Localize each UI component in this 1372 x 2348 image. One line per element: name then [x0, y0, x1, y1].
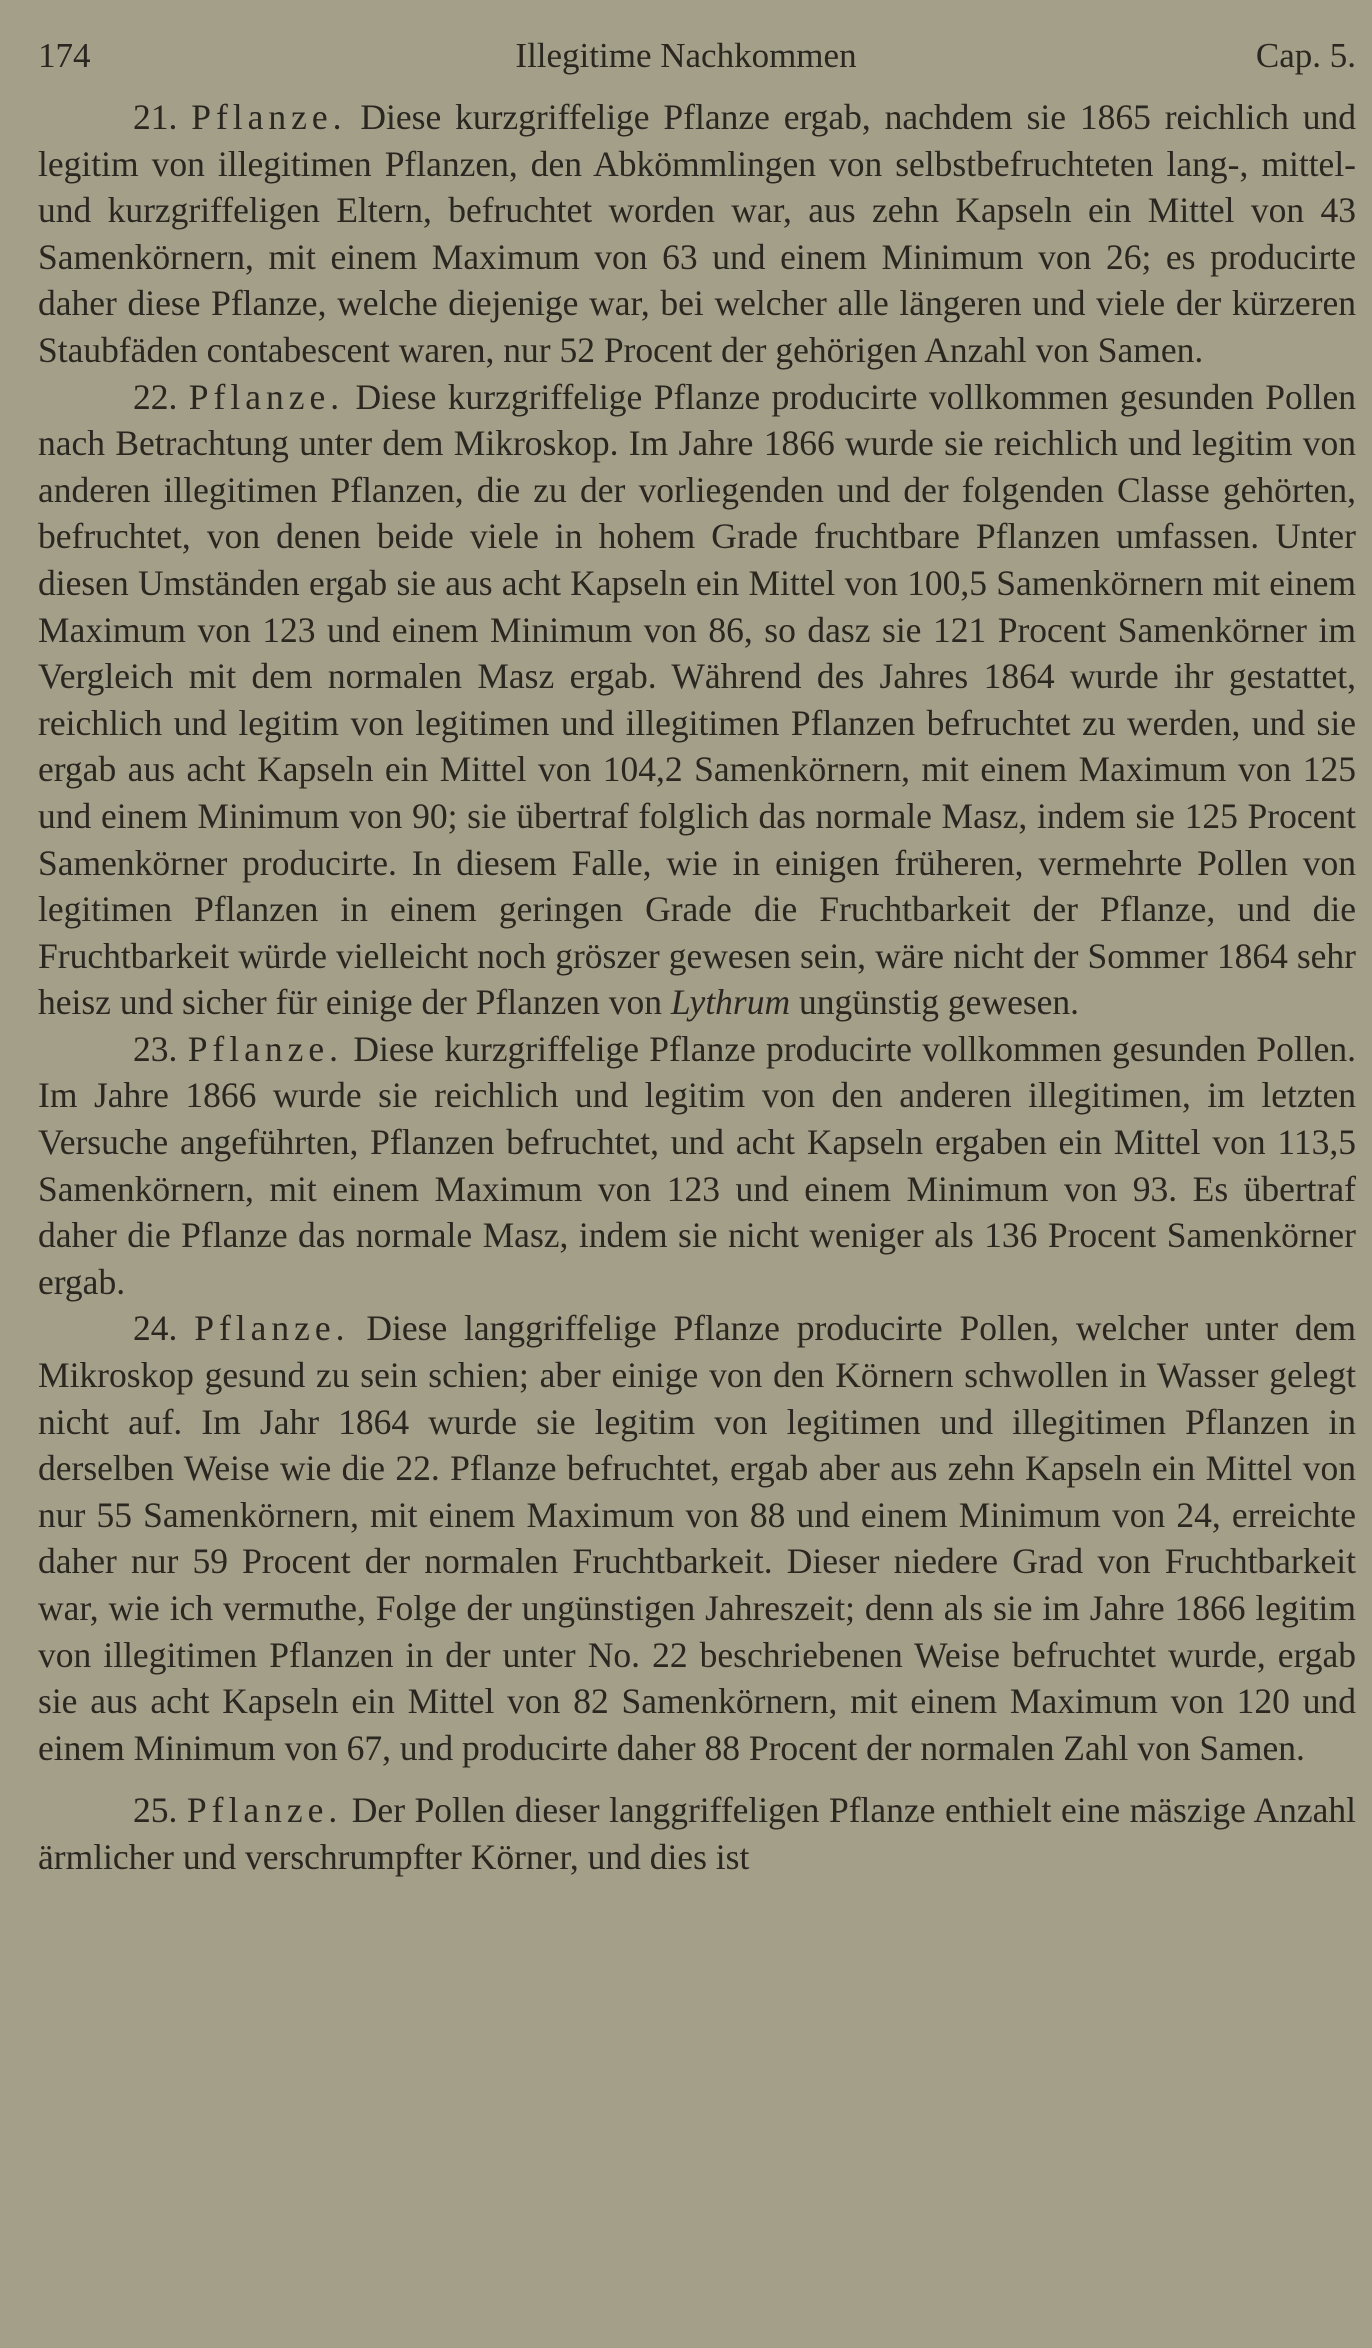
- paragraph-text: Diese langgriffelige Pflanze producirte Pollen, welcher unter dem Mikroskop gesund zu sein schien; aber einige von den Körnern schwollen in Wasser gelegt nicht auf. Im Jahr 1864 wurde sie legitim von legitimen und illegitimen Pflanzen in derselben Weise wie die 22. Pflanze befruchtet, ergab aber aus zehn Kapseln ein Mittel von nur 55 Samenkörnern, mit einem Maximum von 88 und einem Minimum von 24, erreichte daher nur 59 Procent der normalen Fruchtbarkeit. Dieser niedere Grad von Fruchtbarkeit war, wie ich vermuthe, Folge der ungünstigen Jahreszeit; denn als sie im Jahre 1866 legitim von illegitimen Pflanzen in der unter No. 22 beschriebenen Weise befruchtet wurde, ergab sie aus acht Kapseln ein Mittel von 82 Samenkörnern, mit einem Maximum von 120 und einem Minimum von 67, und producirte daher 88 Procent der normalen Zahl von Samen.: [38, 1308, 1356, 1768]
- paragraph-text: Diese kurzgriffelige Pflanze producirte vollkommen gesunden Pollen. Im Jahre 1866 wurde sie reichlich und legitim von den anderen illegitimen, im letzten Versuche angeführten, Pflanzen befruchtet, und acht Kapseln ergaben ein Mittel von 113,5 Samenkörnern, mit einem Maximum von 123 und einem Minimum von 93. Es übertraf daher die Pflanze das normale Masz, indem sie nicht weniger als 136 Procent Samenkörner ergab.: [38, 1028, 1356, 1302]
- paragraph-label: Pflanze.: [191, 97, 347, 137]
- running-header: [38, 30, 1356, 82]
- paragraph-number: 23.: [133, 1028, 178, 1069]
- paragraph-label: Pflanze.: [188, 376, 345, 417]
- chapter-label: Cap. 5.: [1255, 36, 1356, 75]
- paragraph-plant-25: [38, 1787, 1356, 1880]
- paragraph-number: 24.: [133, 1308, 178, 1349]
- paragraph-label: Pflanze.: [186, 1790, 343, 1831]
- paragraph-number: 22.: [133, 376, 178, 417]
- body-text: [38, 94, 1356, 1881]
- paragraph-tail: ungünstig gewesen.: [799, 982, 1080, 1023]
- paragraph-plant-22: [38, 374, 1356, 1026]
- genus-name: Lythrum: [670, 982, 791, 1023]
- paragraph-label: Pflanze.: [194, 1308, 350, 1349]
- paragraph-label: Pflanze.: [187, 1028, 344, 1069]
- running-title: Illegitime Nachkommen: [515, 36, 857, 75]
- paragraph-number: 21.: [133, 97, 178, 137]
- paragraph-text: Der Pollen dieser langgriffeligen Pflanze enthielt eine mäszige Anzahl ärmlicher und verschrumpfter Körner, und dies ist: [38, 1790, 1357, 1877]
- paragraph-text: Diese kurzgriffelige Pflanze ergab, nachdem sie 1865 reichlich und legitim von illegitimen Pflanzen, den Abkömmlingen von selbstbefruchteten lang-, mittel- und kurzgriffeligen Eltern, befruchtet worden war, aus zehn Kapseln ein Mittel von 43 Samenkörnern, mit einem Maximum von 63 und einem Minimum von 26; es producirte daher diese Pflanze, welche diejenige war, bei welcher alle längeren und viele der kürzeren Staubfäden contabescent waren, nur 52 Procent der gehörigen Anzahl von Samen.: [38, 97, 1356, 370]
- paragraph-plant-24: [38, 1305, 1356, 1771]
- paragraph-plant-23: [38, 1026, 1356, 1306]
- paragraph-plant-21: [38, 94, 1356, 374]
- paragraph-number: 25.: [133, 1790, 178, 1831]
- page-number: 174: [38, 36, 91, 75]
- paragraph-text: Diese kurzgriffelige Pflanze producirte vollkommen gesunden Pollen nach Betrachtung unter dem Mikroskop. Im Jahre 1866 wurde sie reichlich und legitim von anderen illegitimen Pflanzen, die zu der vorliegenden und der folgenden Classe gehörten, befruchtet, von denen beide viele in hohem Grade fruchtbare Pflanzen umfassen. Unter diesen Umständen ergab sie aus acht Kapseln ein Mittel von 100,5 Samenkörnern mit einem Maximum von 123 und einem Minimum von 86, so dasz sie 121 Procent Samenkörner im Vergleich mit dem normalen Masz ergab. Während des Jahres 1864 wurde ihr gestattet, reichlich und legitim von legitimen und illegitimen Pflanzen befruchtet zu werden, und sie ergab aus acht Kapseln ein Mittel von 104,2 Samenkörnern, mit einem Maximum von 125 und einem Minimum von 90; sie übertraf folglich das normale Masz, indem sie 125 Procent Samenkörner producirte. In diesem Falle, wie in einigen früheren, vermehrte Pollen von legitimen Pflanzen in einem geringen Grade die Fruchtbarkeit der Pflanze, und die Fruchtbarkeit würde vielleicht noch gröszer gewesen sein, wäre nicht der Sommer 1864 sehr heisz und sicher für einige der Pflanzen von: [38, 376, 1356, 1023]
